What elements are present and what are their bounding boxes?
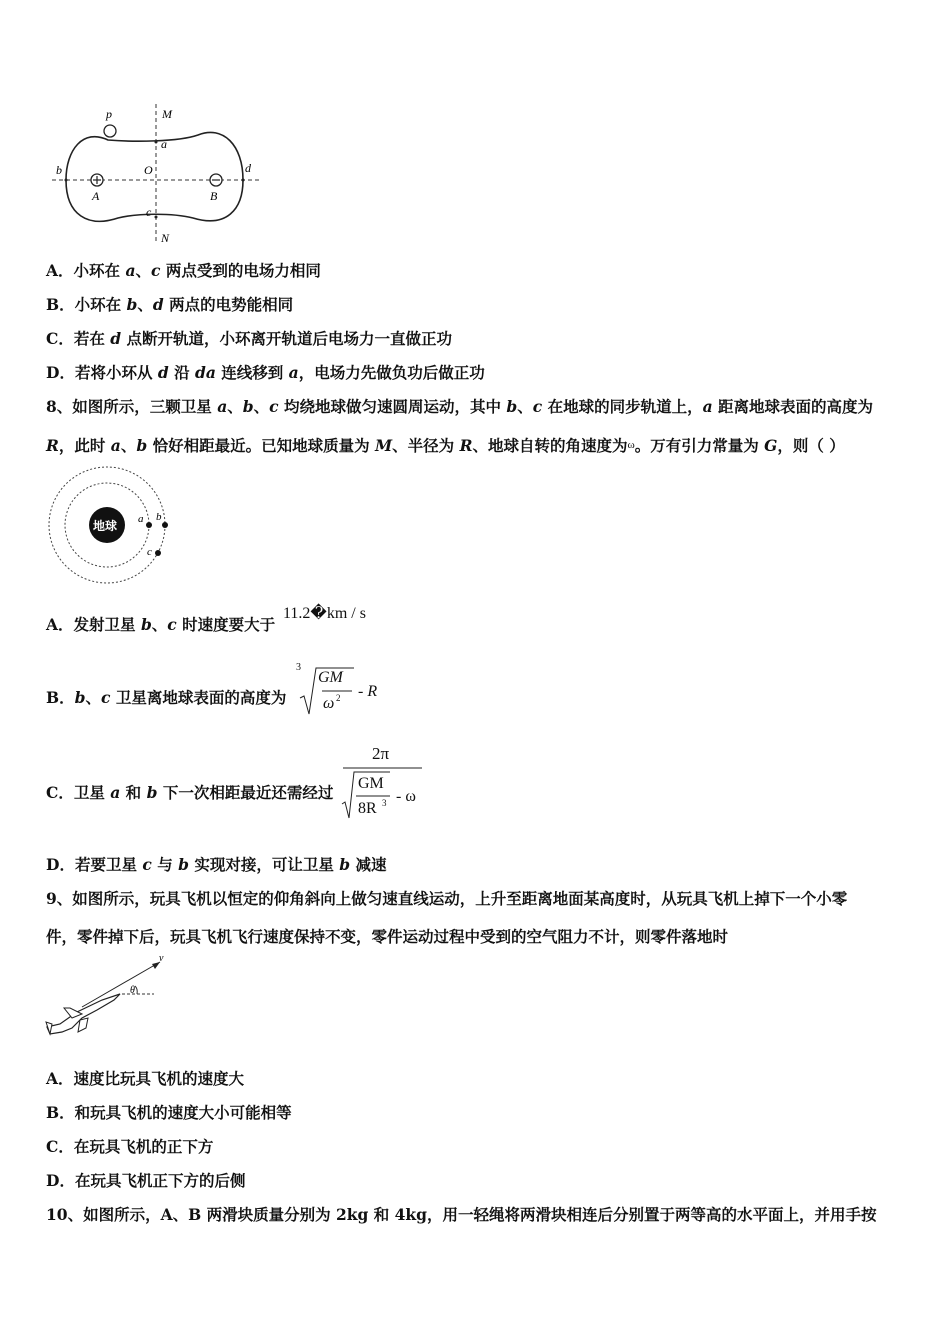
- numerator: GM: [318, 669, 343, 686]
- label-sat-a: a: [138, 513, 144, 525]
- satellite-b: [162, 522, 168, 528]
- q9-stem-line1: 9、如图所示，玩具飞机以恒定的仰角斜向上做匀速直线运动，上升至距离地面某高度时，从玩具飞机上掉下一个小零: [46, 889, 848, 908]
- label-sat-c: c: [147, 546, 152, 558]
- q8-stem-line1: 8、如图所示，三颗卫星 a、b、c 均绕地球做匀速圆周运动，其中 b、c 在地球的同步轨道上，a 距离地球表面的高度为: [46, 397, 874, 416]
- label-O: O: [144, 163, 153, 177]
- inner-numerator: GM: [358, 775, 384, 792]
- root-index: 3: [296, 662, 301, 673]
- q8-option-c: C．卫星 a 和 b 下一次相距最近还需经过: [46, 783, 334, 802]
- numerator-2pi: 2π: [372, 744, 390, 763]
- earth-label: 地球: [93, 519, 118, 533]
- label-theta: θ: [130, 985, 135, 996]
- denominator: ω: [323, 695, 335, 712]
- label-sat-b: b: [156, 511, 162, 523]
- denominator-exponent: 2: [336, 693, 341, 703]
- q7-option-b: B．小环在 b、d 两点的电势能相同: [46, 295, 294, 314]
- q9-option-d: D．在玩具飞机正下方的后侧: [46, 1171, 246, 1190]
- q8-option-d: D．若要卫星 c 与 b 实现对接，可让卫星 b 减速: [46, 855, 387, 874]
- label-p: p: [106, 107, 112, 121]
- q8-option-c-formula: [340, 742, 430, 822]
- q8-option-a: A．发射卫星 b、c 时速度要大于: [46, 615, 276, 634]
- angle-arc: [135, 986, 137, 994]
- ring-track-figure: [48, 100, 268, 250]
- label-d: d: [245, 161, 251, 175]
- q9-stem-line2: 件，零件掉下后，玩具飞机飞行速度保持不变，零件运动过程中受到的空气阻力不计，则零件落地时: [46, 927, 729, 946]
- fraction-and-radical: [340, 742, 430, 822]
- toy-plane-figure: [42, 952, 172, 1040]
- minus-R: - R: [358, 683, 378, 700]
- label-M: M: [162, 107, 172, 121]
- q9-option-c: C．在玩具飞机的正下方: [46, 1137, 214, 1156]
- satellite-a: [146, 522, 152, 528]
- label-B: B: [210, 189, 218, 203]
- q8-option-b: B．b、c 卫星离地球表面的高度为: [46, 688, 287, 707]
- q8-stem-line2: R，此时 a、b 恰好相距最近。已知地球质量为 M、半径为 R、地球自转的角速度为ω。万有引力常量为 G，则（ ）: [46, 436, 845, 455]
- q8-option-b-formula: [292, 660, 392, 720]
- minus-omega: - ω: [396, 788, 416, 805]
- label-v: v: [159, 953, 164, 964]
- label-b: b: [56, 163, 62, 177]
- velocity-arrow: [82, 962, 160, 1007]
- q9-option-b: B．和玩具飞机的速度大小可能相等: [46, 1103, 292, 1122]
- small-ring-p: [104, 125, 116, 137]
- q8-option-a-formula: 11.2�km / s: [283, 605, 366, 622]
- label-a: a: [161, 137, 167, 151]
- inner-denominator-exponent: 3: [382, 798, 387, 808]
- q7-option-a: A．小环在 a、c 两点受到的电场力相同: [46, 261, 321, 280]
- satellite-orbit-figure: [42, 462, 182, 587]
- inner-denominator: 8R: [358, 800, 377, 817]
- label-N: N: [161, 231, 170, 245]
- q7-option-d: D．若将小环从 d 沿 da 连线移到 a，电场力先做负功后做正功: [46, 363, 485, 382]
- q10-stem-line1: 10、如图所示，A、B 两滑块质量分别为 2kg 和 4kg，用一轻绳将两滑块相连后分别置于两等高的水平面上，并用手按: [46, 1205, 877, 1224]
- label-A: A: [92, 189, 100, 203]
- q9-option-a: A．速度比玩具飞机的速度大: [46, 1069, 245, 1088]
- q7-option-c: C．若在 d 点断开轨道，小环离开轨道后电场力一直做正功: [46, 329, 452, 348]
- satellite-c: [155, 550, 161, 556]
- label-c: c: [146, 205, 152, 219]
